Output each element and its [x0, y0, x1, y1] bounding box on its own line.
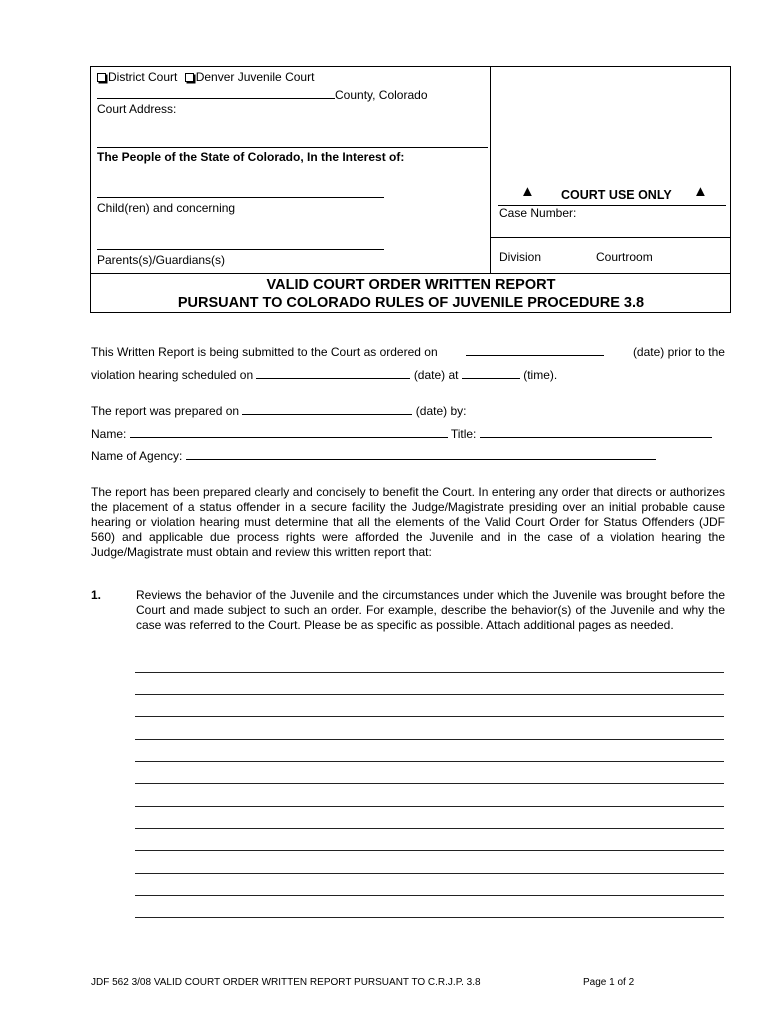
item1-number: 1.: [91, 588, 102, 602]
denver-juvenile-court-checkbox[interactable]: [185, 73, 194, 82]
body-paragraph: The report has been prepared clearly and concisely to benefit the Court. In entering any order that directs or authorizes the placement of a status offender in a secure facility the Judge/Magistrate presiding over an initial probable cause hearing or violation hearing must determine that all the elements of the Valid Court Order for Status Offenders (JDF 560) and applicable due process rights were afforded the Juvenile and in the case of a violation hearing the Judge/Magistrate must obtain and review this written report that:: [91, 485, 725, 559]
hearing-date-field[interactable]: [256, 366, 410, 379]
answer-line[interactable]: [135, 783, 724, 784]
date-prior-label: (date) prior to the: [632, 345, 725, 359]
title-label: Title:: [450, 427, 477, 441]
answer-line[interactable]: [135, 761, 724, 762]
hearing-time-field[interactable]: [462, 366, 520, 379]
submitted-row: [91, 343, 725, 359]
court-selection: [97, 70, 314, 84]
violation-prefix: violation hearing scheduled on: [91, 368, 254, 382]
name-title-row: [91, 425, 712, 441]
answer-line[interactable]: [135, 739, 724, 740]
court-address-label: Court Address:: [97, 102, 177, 116]
county-label: County, Colorado: [335, 88, 428, 102]
prepared-row: [91, 402, 466, 418]
answer-line[interactable]: [135, 917, 724, 918]
court-address-field[interactable]: [97, 147, 488, 148]
title-top-rule: [90, 273, 731, 274]
answer-line[interactable]: [135, 850, 724, 851]
division-label: Division: [499, 250, 542, 264]
child-name-field[interactable]: [97, 197, 384, 198]
case-number-label: Case Number:: [499, 206, 577, 220]
agency-row: [91, 447, 656, 463]
answer-line[interactable]: [135, 873, 724, 874]
name-label: Name:: [91, 427, 127, 441]
name-field[interactable]: [130, 425, 448, 438]
item1-text: Reviews the behavior of the Juvenile and the circumstances under which the Juvenile was brought before the Court and made subject to such an order. For example, describe the behavior(s) of the Juvenile and why the case was referred to the Court. Please be as specific as possible. Attach additional pages as needed.: [136, 588, 725, 632]
agency-label: Name of Agency:: [91, 449, 183, 463]
case-number-bottom-rule: [490, 237, 731, 238]
court-use-only-label: COURT USE ONLY: [561, 188, 672, 202]
parent-name-field[interactable]: [97, 249, 384, 250]
children-label: Child(ren) and concerning: [97, 201, 236, 215]
district-court-label: District Court: [108, 70, 178, 84]
date-at-label: (date) at: [413, 368, 459, 382]
arrow-up-icon: ▲: [693, 183, 708, 200]
prepared-on-label: The report was prepared on: [91, 404, 240, 418]
document-title-line1: VALID COURT ORDER WRITTEN REPORT: [266, 277, 556, 293]
denver-juvenile-court-label: Denver Juvenile Court: [195, 70, 315, 84]
time-label: (time).: [523, 368, 558, 382]
district-court-checkbox[interactable]: [97, 73, 106, 82]
arrow-up-icon: ▲: [520, 183, 535, 200]
caption-divider: [490, 66, 491, 273]
title-field[interactable]: [480, 425, 712, 438]
answer-line[interactable]: [135, 895, 724, 896]
answer-line[interactable]: [135, 672, 724, 673]
county-field[interactable]: [97, 86, 335, 99]
county-row: [97, 86, 428, 102]
answer-line[interactable]: [135, 716, 724, 717]
violation-row: [91, 366, 557, 382]
date-by-label: (date) by:: [415, 404, 467, 418]
ordered-date-field[interactable]: [466, 343, 604, 356]
people-heading: The People of the State of Colorado, In the Interest of:: [97, 150, 405, 164]
answer-line[interactable]: [135, 828, 724, 829]
parents-label: Parents(s)/Guardians(s): [97, 253, 226, 267]
agency-field[interactable]: [186, 447, 656, 460]
footer-page-number: Page 1 of 2: [583, 977, 635, 988]
submitted-prefix: This Written Report is being submitted to the Court as ordered on: [91, 345, 438, 359]
prepared-date-field[interactable]: [242, 402, 412, 415]
courtroom-label: Courtroom: [596, 250, 653, 264]
document-title-line2: PURSUANT TO COLORADO RULES OF JUVENILE PROCEDURE 3.8: [177, 295, 645, 311]
answer-line[interactable]: [135, 806, 724, 807]
footer-form-id: JDF 562 3/08 VALID COURT ORDER WRITTEN REPORT PURSUANT TO C.R.J.P. 3.8: [91, 977, 481, 988]
answer-line[interactable]: [135, 694, 724, 695]
